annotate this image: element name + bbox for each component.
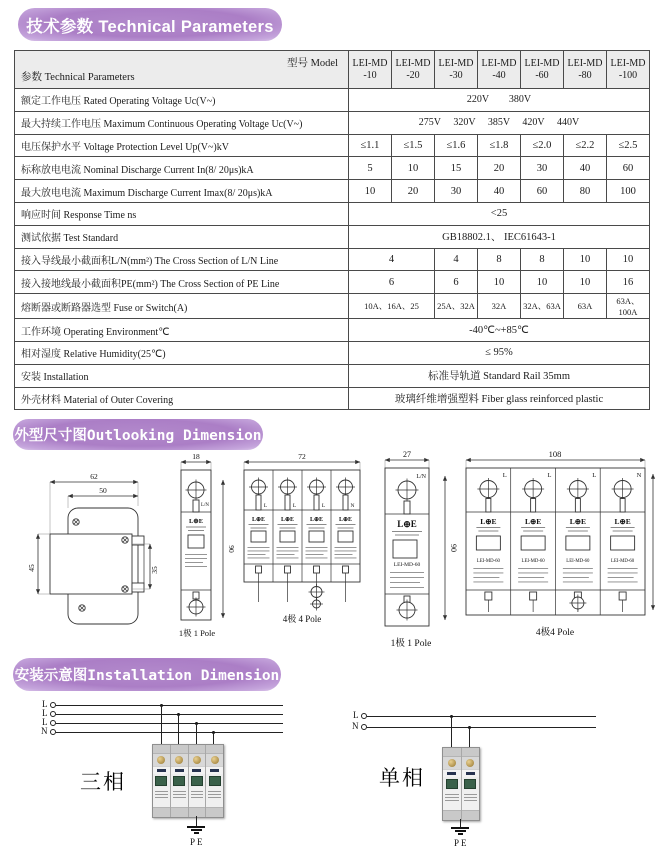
brand-strip — [153, 766, 170, 774]
value-cell: 玻璃纤维增强塑料 Fiber glass reinforced plastic — [349, 387, 650, 410]
bus-label: N — [41, 726, 48, 736]
label-area — [153, 787, 170, 807]
terminal-label: L — [547, 472, 552, 479]
value-cell: 4 — [349, 248, 435, 271]
brand-logo: L⊕E — [309, 517, 324, 523]
model-column-header: LEI-MD -80 — [564, 51, 607, 89]
terminal-area — [206, 754, 223, 766]
brand-strip — [462, 769, 480, 777]
bus-wire — [56, 732, 283, 733]
brand-logo: L⊕E — [338, 517, 353, 523]
parameter-label-cell: 额定工作电压 Rated Operating Voltage Uc(V~) — [15, 89, 349, 112]
value-cell: 63A — [564, 294, 607, 319]
value-cell: 40 — [564, 157, 607, 180]
terminal-screw-icon — [211, 756, 219, 764]
value-cell: 5 — [349, 157, 392, 180]
terminal-screw-icon — [448, 759, 456, 767]
value-cell: ≤2.0 — [521, 134, 564, 157]
parameter-label-cell: 最大放电电流 Maximum Discharge Current Imax(8/ 20μs)kA — [15, 180, 349, 203]
value-cell: 标准导轨道 Standard Rail 35mm — [349, 364, 650, 387]
model-label: LEI-MD-60 — [476, 559, 500, 564]
terminal-label: L — [263, 503, 268, 509]
drop-wire — [469, 727, 470, 747]
ground-wire — [196, 816, 197, 826]
table-row — [15, 180, 650, 203]
one-pole-18-drawing — [165, 450, 237, 642]
single-phase-caption: 单相 — [379, 766, 425, 790]
banner-label: 外型尺寸图Outlooking Dimension — [14, 428, 262, 444]
model-column-header: LEI-MD -30 — [435, 51, 478, 89]
value-cell: 4 — [435, 248, 478, 271]
spd-device — [442, 747, 480, 821]
label-area — [443, 790, 461, 810]
parameter-label-cell: 标称放电电流 Nominal Discharge Current In(8/ 20μs)kA — [15, 157, 349, 180]
pole-label: 4极4 Pole — [535, 628, 575, 638]
value-cell: 25A、32A — [435, 294, 478, 319]
table-row — [15, 225, 650, 248]
ground-symbol — [451, 827, 469, 837]
value-cell: ≤1.8 — [478, 134, 521, 157]
bus-wire — [56, 705, 283, 706]
value-cell: ≤1.1 — [349, 134, 392, 157]
brand-mark-icon — [175, 769, 184, 772]
table-row — [15, 271, 650, 294]
ground-symbol — [187, 826, 205, 836]
spd-device — [152, 744, 224, 818]
spd-module — [153, 745, 171, 817]
terminal-screw-icon — [157, 756, 165, 764]
parameter-label-cell: 响应时间 Response Time ns — [15, 202, 349, 225]
model-column-header: LEI-MD -60 — [521, 51, 564, 89]
dimension-label: 72 — [298, 452, 306, 461]
value-cell: 63A、100A — [607, 294, 650, 319]
dimension-label: 62 — [90, 472, 98, 481]
bus-label: L — [42, 699, 48, 709]
table-row — [15, 134, 650, 157]
display-area — [171, 774, 188, 787]
table-row — [15, 341, 650, 364]
value-cell: 10 — [392, 157, 435, 180]
drop-wire — [451, 716, 452, 747]
terminal-screw-icon — [193, 756, 201, 764]
value-cell: 30 — [435, 180, 478, 203]
value-cell: 30 — [521, 157, 564, 180]
dimension-label: 108 — [548, 449, 562, 459]
parameter-label-cell: 接入导线最小截面积L/N(mm²) The Cross Section of L/N Line — [15, 248, 349, 271]
table-header-row — [15, 51, 650, 89]
value-cell: 60 — [607, 157, 650, 180]
section-banner-outlooking-dimension — [13, 419, 263, 450]
terminal-screw-icon — [466, 759, 474, 767]
drop-wire — [196, 723, 197, 744]
one-pole-27-drawing — [373, 448, 461, 653]
status-window — [464, 779, 476, 789]
label-area — [206, 787, 223, 807]
value-cell: 100 — [607, 180, 650, 203]
brand-logo: L⊕E — [524, 517, 542, 526]
status-window — [191, 776, 203, 786]
dimension-label: 45 — [27, 564, 36, 572]
label-area — [171, 787, 188, 807]
parameter-label-cell: 电压保护水平 Voltage Protection Level Up(V~)kV — [15, 134, 349, 157]
din-rail-bottom — [462, 810, 480, 820]
din-rail-top — [206, 745, 223, 754]
value-cell: 80 — [564, 180, 607, 203]
value-cell: 20 — [392, 180, 435, 203]
parameter-label-cell: 测试依据 Test Standard — [15, 225, 349, 248]
model-header-label: 型号 Model — [286, 58, 338, 69]
value-cell: 20 — [478, 157, 521, 180]
table-body — [15, 89, 650, 410]
brand-mark-icon — [192, 769, 201, 772]
pe-label: PE — [190, 837, 205, 847]
value-cell: 6 — [349, 271, 435, 294]
terminal-area — [462, 757, 480, 769]
status-window — [173, 776, 185, 786]
bus-wire — [56, 723, 283, 724]
value-cell: 10 — [478, 271, 521, 294]
terminal-label: L — [321, 503, 326, 509]
brand-logo: L⊕E — [480, 517, 497, 526]
value-cell: 32A — [478, 294, 521, 319]
value-cell: 10 — [521, 271, 564, 294]
brand-mark-icon — [157, 769, 166, 772]
terminal-label: L — [292, 503, 297, 509]
section-banner-technical-parameters — [18, 8, 282, 41]
section-banner-installation-dimension — [13, 658, 281, 691]
terminal-label: N — [350, 503, 355, 509]
dimension-label: 18 — [192, 452, 200, 461]
table-row — [15, 364, 650, 387]
value-cell: 8 — [521, 248, 564, 271]
technical-parameters-table — [14, 50, 650, 410]
side-view-drawing — [24, 456, 164, 641]
value-cell: 10 — [564, 271, 607, 294]
brand-mark-icon — [210, 769, 219, 772]
din-rail-top — [153, 745, 170, 754]
display-area — [189, 774, 206, 787]
drop-wire — [161, 705, 162, 744]
din-rail-top — [443, 748, 461, 757]
three-phase-caption: 三相 — [80, 770, 126, 794]
spd-module — [462, 748, 480, 820]
status-window — [446, 779, 458, 789]
model-column-header: LEI-MD -100 — [607, 51, 650, 89]
brand-strip — [206, 766, 223, 774]
dimension-label: 90 — [449, 544, 458, 552]
pole-label: 4极 4 Pole — [282, 614, 322, 624]
terminal-area — [153, 754, 170, 766]
value-cell: 32A、63A — [521, 294, 564, 319]
table-row — [15, 294, 650, 319]
table-row — [15, 111, 650, 134]
terminal-label: L/N — [200, 503, 209, 508]
brand-strip — [189, 766, 206, 774]
model-column-header: LEI-MD -10 — [349, 51, 392, 89]
brand-mark-icon — [447, 772, 456, 775]
spd-module — [443, 748, 462, 820]
brand-logo: L⊕E — [569, 517, 587, 526]
value-cell: 10 — [349, 180, 392, 203]
din-rail-bottom — [443, 810, 461, 820]
brand-logo: L⊕E — [614, 517, 631, 526]
parameter-label-cell: 工作环境 Operating Environment℃ — [15, 319, 349, 342]
display-area — [462, 777, 480, 790]
value-cell: ≤2.2 — [564, 134, 607, 157]
din-rail-top — [189, 745, 206, 754]
value-cell: ≤ 95% — [349, 341, 650, 364]
din-rail-top — [171, 745, 188, 754]
terminal-label: N — [636, 472, 642, 479]
terminal-area — [189, 754, 206, 766]
value-cell: 15 — [435, 157, 478, 180]
terminal-label: L/N — [416, 474, 426, 480]
model-column-header: LEI-MD -40 — [478, 51, 521, 89]
bus-wire — [56, 714, 283, 715]
value-cell: ≤1.6 — [435, 134, 478, 157]
bus-label: N — [352, 721, 359, 731]
terminal-area — [443, 757, 461, 769]
dimension-label: 50 — [99, 486, 107, 495]
brand-strip — [171, 766, 188, 774]
terminal-screw-icon — [175, 756, 183, 764]
value-cell: 10A、16A、25 — [349, 294, 435, 319]
model-label: LEI-MD-60 — [393, 562, 421, 568]
terminal-label: L — [502, 472, 507, 479]
dimension-label: 35 — [150, 566, 159, 574]
brand-mark-icon — [466, 772, 475, 775]
bus-label: L — [353, 710, 359, 720]
parameter-label-cell: 最大持续工作电压 Maximum Continuous Operating Voltage Uc(V~) — [15, 111, 349, 134]
value-cell: GB18802.1、 IEC61643-1 — [349, 225, 650, 248]
ground-wire — [460, 819, 461, 827]
model-label: LEI-MD-60 — [566, 559, 590, 564]
value-cell: 16 — [607, 271, 650, 294]
value-cell: ≤1.5 — [392, 134, 435, 157]
model-label: LEI-MD-60 — [521, 559, 545, 564]
dimension-label: 90 — [227, 545, 236, 553]
value-cell: 6 — [435, 271, 478, 294]
four-pole-108-drawing — [452, 450, 662, 642]
label-area — [189, 787, 206, 807]
value-cell: 10 — [607, 248, 650, 271]
parameter-label-cell: 外壳材料 Material of Outer Covering — [15, 387, 349, 410]
din-rail-bottom — [153, 807, 170, 817]
banner-label: 技术参数 Technical Parameters — [26, 17, 274, 36]
spd-module — [206, 745, 223, 817]
table-row — [15, 202, 650, 225]
brand-logo: L⊕E — [280, 517, 295, 523]
brand-logo: L⊕E — [188, 518, 204, 525]
model-label: LEI-MD-60 — [611, 559, 635, 564]
param-header-label: 参数 Technical Parameters — [21, 72, 135, 83]
bus-label: L — [42, 708, 48, 718]
brand-logo: L⊕E — [397, 519, 417, 529]
spd-module — [189, 745, 207, 817]
table-row — [15, 387, 650, 410]
bus-label: L — [42, 717, 48, 727]
parameter-label-cell: 接入接地线最小截面积PE(mm²) The Cross Section of PE Line — [15, 271, 349, 294]
pole-label: 1极 1 Pole — [178, 628, 216, 638]
brand-strip — [443, 769, 461, 777]
pe-label: PE — [454, 838, 469, 848]
parameter-label-cell: 相对湿度 Relative Humidity(25℃) — [15, 341, 349, 364]
label-area — [462, 790, 480, 810]
banner-label: 安装示意图Installation Dimension — [14, 668, 280, 684]
value-cell: 8 — [478, 248, 521, 271]
terminal-area — [171, 754, 188, 766]
value-cell: 10 — [564, 248, 607, 271]
din-rail-top — [462, 748, 480, 757]
value-cell: 40 — [478, 180, 521, 203]
terminal-label: L — [592, 472, 597, 479]
value-cell: 60 — [521, 180, 564, 203]
pole-label: 1极 1 Pole — [390, 639, 432, 649]
table-row — [15, 157, 650, 180]
table-row — [15, 248, 650, 271]
drop-wire — [213, 732, 214, 744]
table-row — [15, 319, 650, 342]
brand-logo: L⊕E — [251, 517, 266, 523]
status-window — [209, 776, 221, 786]
value-cell: -40℃~+85℃ — [349, 319, 650, 342]
table-row — [15, 89, 650, 112]
value-cell: <25 — [349, 202, 650, 225]
value-cell: 275V 320V 385V 420V 440V — [349, 111, 650, 134]
display-area — [443, 777, 461, 790]
model-column-header: LEI-MD -20 — [392, 51, 435, 89]
value-cell: 220V 380V — [349, 89, 650, 112]
status-window — [155, 776, 167, 786]
parameter-label-cell: 安装 Installation — [15, 364, 349, 387]
value-cell: ≤2.5 — [607, 134, 650, 157]
dimension-label: 27 — [403, 450, 411, 459]
drop-wire — [178, 714, 179, 744]
parameter-label-cell: 熔断器或断路器选型 Fuse or Switch(A) — [15, 294, 349, 319]
din-rail-bottom — [171, 807, 188, 817]
spd-module — [171, 745, 189, 817]
bus-wire — [367, 727, 596, 728]
four-pole-72-drawing — [236, 452, 368, 630]
display-area — [153, 774, 170, 787]
din-rail-bottom — [206, 807, 223, 817]
display-area — [206, 774, 223, 787]
bus-wire — [367, 716, 596, 717]
table-header-diagonal-cell — [15, 51, 349, 89]
